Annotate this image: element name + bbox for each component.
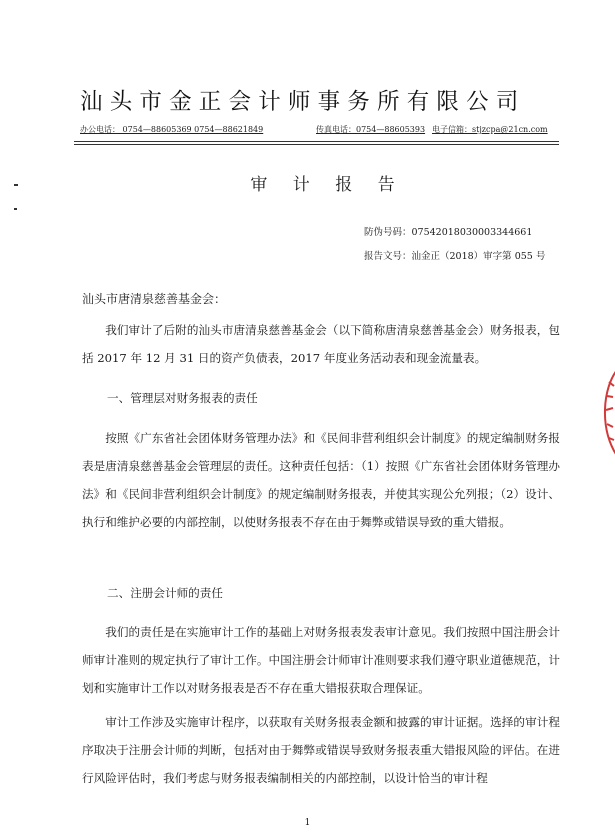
anti-fake-code: 防伪号码：07542018030003344661 — [364, 227, 533, 238]
section2-heading: 二、注册会计师的责任 — [107, 586, 223, 600]
section2-paragraph-2: 审计工作涉及实施审计程序，以获取有关财务报表金额和披露的审计证据。选择的审计程序取决于注册会计师的判断，包括对由于舞弊或错误导致财务报表重大错报风险的评估。在进行风险评估时，我们考虑与财务报表编制相关的内部控制，以设计恰当的审计程 — [82, 715, 560, 785]
email-address: 电子信箱：stjzcpa@21cn.com — [432, 125, 548, 134]
contact-line — [80, 124, 560, 138]
section2-paragraph-1: 我们的责任是在实施审计工作的基础上对财务报表发表审计意见。我们按照中国注册会计师审计准则的规定执行了审计工作。中国注册会计师审计准则要求我们遵守职业道德规范，计划和实施审计工作以对财务报表是否不存在重大错报获取合理保证。 — [82, 625, 560, 695]
office-phone: 办公电话： 0754—88605369 0754—88621849 — [80, 125, 264, 134]
report-number: 报告文号：汕金正（2018）审字第 055 号 — [364, 251, 546, 262]
section1-paragraph: 按照《广东省社会团体财务管理办法》和《民间非营利组织会计制度》的规定编制财务报表是唐清泉慈善基金会管理层的责任。这种责任包括：（1）按照《广东省社会团体财务管理办法》和《民间非营利组织会计制度》的规定编制财务报表，并使其实现公允列报；（2）设计、执行和维护必要的内部控制，以使财务报表不存在由于舞弊或错误导致的重大错报。 — [82, 431, 560, 529]
letterhead-rule-thick — [74, 141, 559, 142]
section1-heading: 一、管理层对财务报表的责任 — [107, 391, 258, 405]
page-number: 1 — [304, 818, 311, 828]
firm-name: 汕头市金正会计师事务所有限公司 — [80, 89, 526, 115]
report-title: 审 计 报 告 — [250, 175, 405, 195]
seal-stamp-edge — [595, 368, 615, 458]
addressee: 汕头市唐清泉慈善基金会： — [82, 292, 227, 306]
intro-paragraph: 我们审计了后附的汕头市唐清泉慈善基金会（以下简称唐清泉慈善基金会）财务报表，包括 2017 年 12 月 31 日的资产负债表，2017 年度业务活动表和现金流量表。 — [82, 323, 560, 365]
letterhead-rule-thin — [74, 144, 559, 145]
scan-mark — [14, 208, 17, 210]
fax-number: 传真电话：0754—88605393 — [316, 125, 426, 134]
